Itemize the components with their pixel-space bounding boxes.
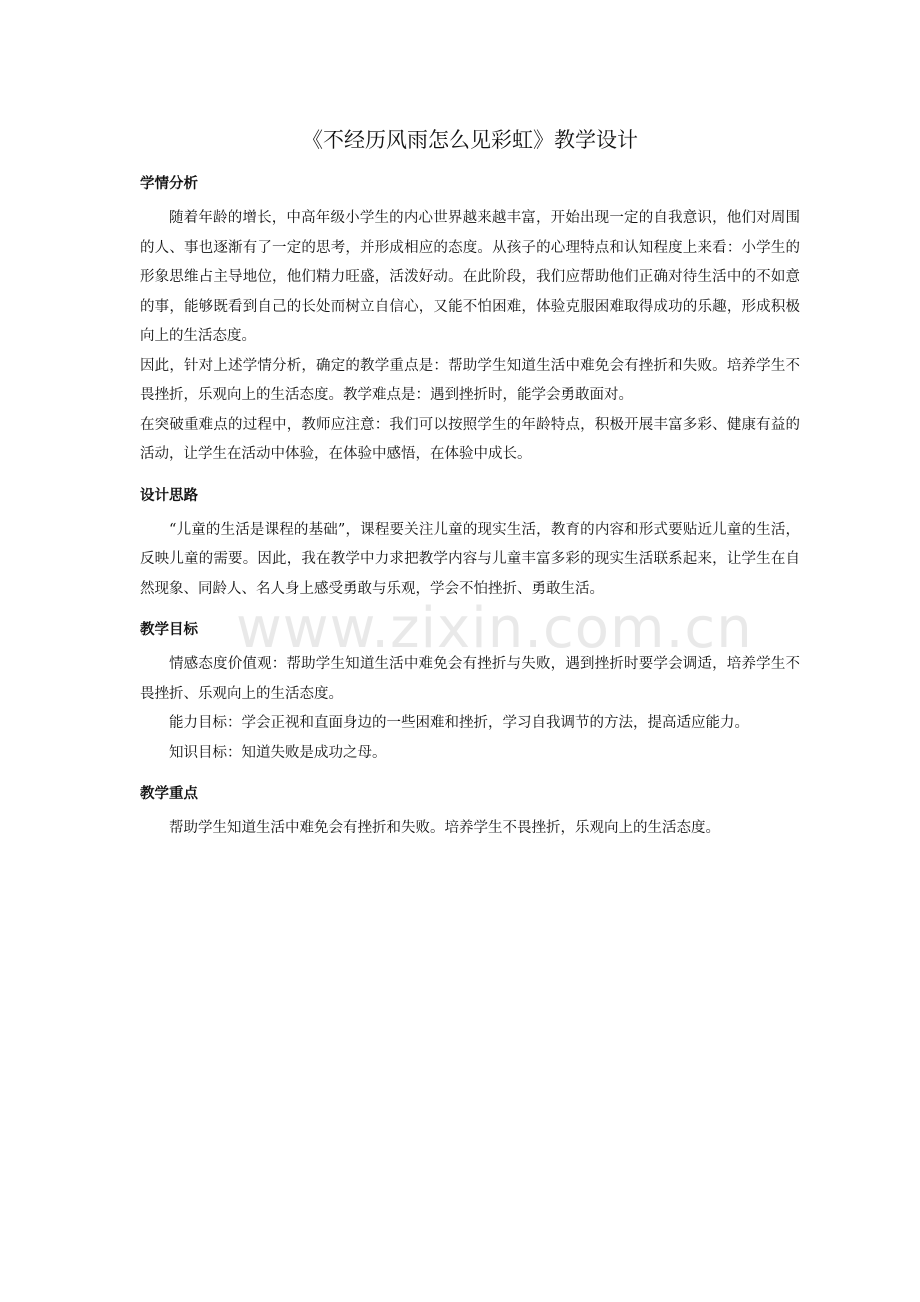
- section-teaching-focus: [140, 778, 800, 844]
- paragraph: 帮助学生知道生活中难免会有挫折和失败。培养学生不畏挫折，乐观向上的生活态度。: [169, 820, 720, 836]
- watermark: www.zixin.com.cn: [236, 596, 753, 661]
- paragraph: 知识目标：知道失败是成功之母。: [169, 744, 387, 761]
- paragraph: “儿童的生活是课程的基础”，课程要关注儿童的现实生活，教育的内容和形式要贴近儿童的生活，反映儿童的需要。因此，我在教学中力求把教学内容与儿童丰富多彩的现实生活联系起来，让学生在自然现象、同龄人、名人身上感受勇敢与乐观，学会不怕挫折、勇敢生活。: [140, 521, 800, 597]
- document-title: 《不经历风雨怎么见彩虹》教学设计: [302, 128, 638, 152]
- paragraph: 随着年龄的增长，中高年级小学生的内心世界越来越丰富，开始出现一定的自我意识，他们对周围的人、事也逐渐有了一定的思考，并形成相应的态度。从孩子的心理特点和认知程度上来看：小学生的形象思维占主导地位，他们精力旺盛，活泼好动。在此阶段，我们应帮助他们正确对待生活中的不如意的事，能够既看到自己的长处而树立自信心，又能不怕困难，体验克服困难取得成功的乐趣，形成积极向上的生活态度。: [140, 210, 800, 344]
- paragraph: 情感态度价值观：帮助学生知道生活中难免会有挫折与失败，遇到挫折时要学会调适，培养学生不畏挫折、乐观向上的生活态度。: [140, 656, 800, 702]
- paragraph: 在突破重难点的过程中，教师应注意：我们可以按照学生的年龄特点，积极开展丰富多彩、健康有益的活动，让学生在活动中体验，在体验中感悟，在体验中成长。: [140, 416, 800, 462]
- section-heading: 教学目标: [140, 622, 198, 638]
- section-heading: 教学重点: [140, 786, 198, 802]
- document-body: [140, 120, 800, 854]
- paragraph: 能力目标：学会正视和直面身边的一些困难和挫折，学习自我调节的方法，提高适应能力。: [169, 715, 749, 731]
- section-student-analysis: [140, 168, 800, 470]
- section-heading: 学情分析: [140, 176, 198, 192]
- paragraph: 因此，针对上述学情分析，确定的教学重点是：帮助学生知道生活中难免会有挫折和失败。培养学生不畏挫折，乐观向上的生活态度。教学难点是：遇到挫折时，能学会勇敢面对。: [140, 357, 800, 403]
- section-heading: 设计思路: [140, 487, 198, 504]
- section-design-idea: [140, 480, 800, 605]
